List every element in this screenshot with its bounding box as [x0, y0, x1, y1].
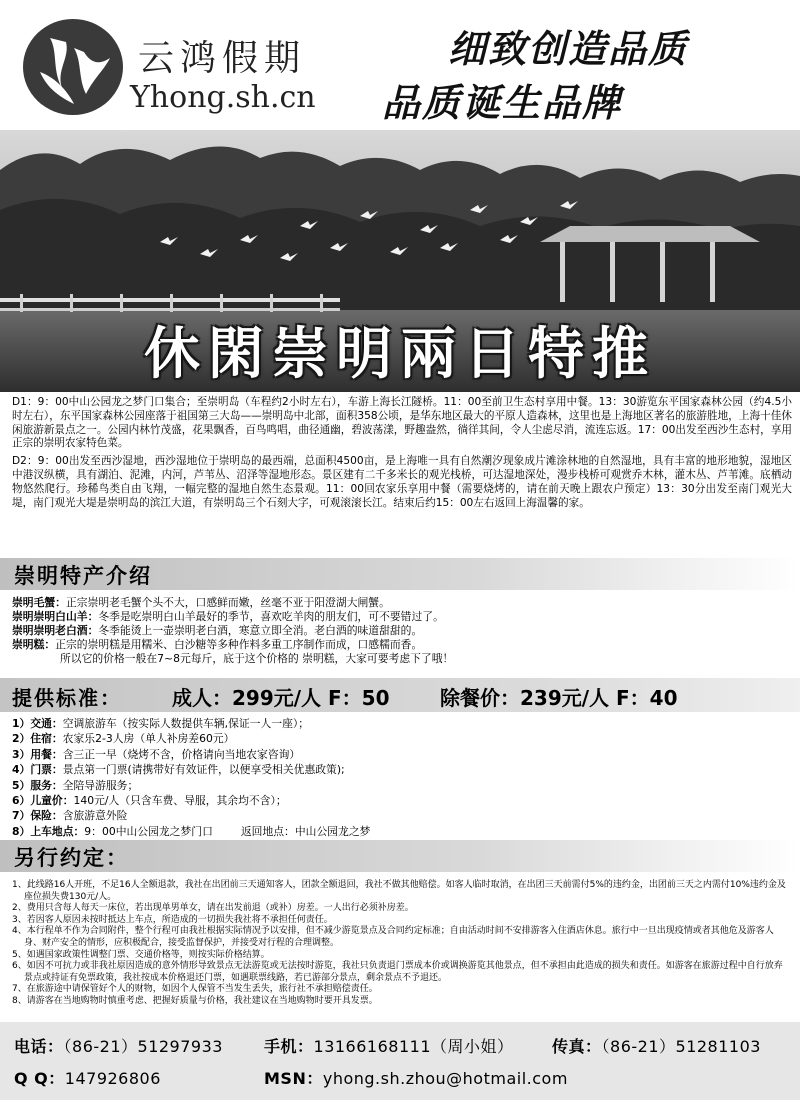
service-item: [12, 716, 792, 731]
service-item: [12, 808, 792, 823]
service-item: [12, 793, 792, 808]
qq-label: Q Q：: [14, 1069, 65, 1088]
brand-logo: [22, 18, 124, 116]
service-text: 全陪导游服务；: [62, 778, 139, 792]
mobile-line: [264, 1034, 514, 1057]
service-name: 门票：: [30, 763, 63, 777]
specialty-item: [12, 624, 792, 638]
price-bar: [0, 678, 800, 712]
phone-label: 电话：: [14, 1037, 64, 1056]
note-item: 5、如遇国家政策性调整门票、交通价格等，则按实际价格结算。: [12, 949, 270, 960]
specialty-item-name: 崇明崇明老白酒：: [12, 624, 99, 637]
phone-line: [14, 1034, 223, 1057]
service-name: 保险：: [30, 809, 63, 823]
service-item: [12, 731, 792, 746]
service-list: [12, 716, 792, 839]
banner-title: 休閑崇明兩日特推: [144, 322, 656, 387]
qq-line: [14, 1066, 161, 1089]
fax-number: （86-21）51281103: [601, 1037, 761, 1056]
service-name: 上车地点：: [30, 824, 85, 838]
brand-name-english: Yhong.sh.cn: [130, 80, 316, 115]
note-item: 6、如因不可抗力或非我社原因造成的意外情形导致景点无法游览或无法按时游览，我社只负责退门票成本价或调换游览其他景点，但不承担由此造成的损失和责任。如游客在旅游过程中自行放弃景点或持证有免票政策，我社按成本价格退还门票，如遇联票线路，若已游部分景点，剩余景点不予退还。: [12, 961, 783, 983]
service-name: 住宿：: [30, 732, 63, 746]
fax-line: [552, 1034, 761, 1057]
note-item: 1、此线路16人开班，不足16人全额退款，我社在出团前三天通知客人，团款全额退回，我社不做其他赔偿。如客人临时取消，在出团三天前需付5%的违约金，出团前三天之内需付10%违约金及座位损失费130元/人。: [12, 880, 786, 902]
page-header: [0, 0, 800, 130]
fax-label: 传真：: [552, 1037, 602, 1056]
itinerary-day-1: D1：9：00中山公园龙之梦门口集合；至崇明岛（车程约2小时左右），车游上海长江隧桥。11：00至前卫生态村享用中餐。13：30游览东平国家森林公园（约4.5小时左右），东平国家森林公园座落于祖国第三大岛——崇明岛中北部，面积358公顷，是华东地区最大的平原人造森林，这里也是上海地区著名的旅游胜地，上海十佳休闲旅游新景点之一。公园内林竹茂盛，花果飘香，百鸟鸣唱，曲径通幽，碧波荡漾，野趣盎然，徜徉其间，令人尘虑尽消，流连忘返。17：00出发至西沙生态村，享用正宗的崇明农家特色菜。: [12, 396, 792, 450]
return-location: 返回地点：中山公园龙之梦: [240, 824, 371, 838]
specialty-section-header: [0, 558, 800, 590]
service-item: [12, 778, 792, 793]
service-num: 8）: [12, 824, 31, 838]
service-num: 1）: [12, 717, 31, 730]
specialty-item: [12, 610, 792, 624]
slogan-line-1: 细致创造品质: [448, 27, 689, 71]
price-no-meal: 除餐价：239元/人 F：40: [440, 686, 678, 710]
service-num: 5）: [12, 778, 31, 792]
contact-footer: [0, 1022, 800, 1100]
service-name: 服务：: [30, 778, 63, 792]
service-num: 7）: [12, 809, 31, 823]
brand-name-chinese: 云鸿假期: [138, 38, 307, 79]
service-name: 用餐：: [30, 747, 63, 761]
price-adult: 成人：299元/人 F：50: [172, 686, 390, 710]
service-text: 农家乐2-3人房（单人补房差60元）: [62, 732, 235, 746]
service-text: 景点第一门票(请携带好有效证件，以便享受相关优惠政策);: [62, 763, 345, 777]
service-name: 儿童价：: [30, 794, 74, 808]
service-text: 含旅游意外险: [62, 809, 128, 823]
specialty-item-text: 冬季能烫上一壶崇明老白酒，寒意立即全消。老白酒的味道甜甜的。: [98, 624, 423, 637]
service-num: 6）: [12, 794, 31, 808]
service-item: [12, 762, 792, 777]
mobile-number: 13166168111（周小姐）: [313, 1037, 514, 1056]
note-item: 3、若因客人原因未按时抵达上车点，所造成的一切损失我社将不承担任何责任。: [12, 914, 333, 925]
slogan-line-2: 品质诞生品牌: [382, 81, 623, 125]
specialty-list: [12, 596, 792, 666]
service-name: 交通：: [30, 717, 63, 730]
msn-label: MSN：: [264, 1069, 323, 1088]
service-num: 3）: [12, 747, 31, 761]
banner-photo: [0, 130, 800, 392]
service-num: 4）: [12, 763, 31, 777]
specialty-item-continuation: 所以它的价格一般在7~8元每斤，底于这个价格的 崇明糕，大家可要考虑下了哦！: [60, 652, 454, 665]
specialty-item: [12, 638, 792, 652]
service-text: 含三正一早（烧烤不含，价格请向当地农家咨询）: [62, 747, 301, 761]
specialty-item-name: 崇明毛蟹：: [12, 596, 66, 609]
specialty-item-name: 崇明崇明白山羊：: [12, 610, 99, 623]
service-item: [12, 747, 792, 762]
itinerary: [12, 396, 792, 514]
service-num: 2）: [12, 732, 31, 746]
msn-line: [264, 1066, 568, 1089]
phone-number: （86-21）51297933: [63, 1037, 223, 1056]
service-text: 空调旅游车（按实际人数提供车辆,保证一人一座）；: [62, 717, 310, 730]
service-text: 140元/人（只含车费、导服，其余均不含）；: [73, 794, 287, 808]
note-item: 7、在旅游途中请保管好个人的财物，如因个人保管不当发生丢失，旅行社不承担赔偿责任。: [12, 984, 378, 995]
notes-section-header: [0, 840, 800, 872]
notes-list: [12, 880, 788, 1008]
msn-address: yhong.sh.zhou@hotmail.com: [322, 1069, 568, 1088]
note-item: 4、本行程单不作为合同附件，整个行程可由我社根据实际情况予以安排，但不减少游览景点及合同约定标准；自由活动时间不安排游客入住酒店休息。旅行中一旦出现疫情或者其他危及游客人身、财产安全的情形，应积极配合，接受监督保护，并接受对行程的合理调整。: [12, 926, 774, 948]
mobile-label: 手机：: [264, 1037, 314, 1056]
specialty-item-name: 崇明糕：: [12, 638, 56, 651]
specialty-item-text: 冬季是吃崇明白山羊最好的季节，喜欢吃羊肉的朋友们，可不要错过了。: [98, 610, 444, 623]
qq-number: 147926806: [64, 1069, 161, 1088]
note-item: 8、请游客在当地购物时慎重考虑、把握好质量与价格，我社建议在当地购物时要开具发票。: [12, 995, 378, 1006]
service-text: 9：00中山公园龙之梦门口: [84, 824, 213, 838]
service-item: [12, 824, 792, 839]
price-label: 提供标准：: [12, 686, 122, 710]
specialty-item: [12, 596, 792, 610]
notes-heading: 另行约定：: [14, 846, 129, 870]
itinerary-day-2: D2：9：00出发至西沙湿地，西沙湿地位于崇明岛的最西端，总面积4500亩，是上海唯一具有自然潮汐现象成片滩涂林地的自然湿地，具有丰富的地形地貌，湿地区中港汊纵横，具有湖泊、泥滩，内河，芦苇丛、沼泽等湿地形态。景区建有二千多米长的观光栈桥，可达湿地深处，漫步栈桥可观赏乔木林，灌木丛、芦苇滩。底栖动物悠然爬行。珍稀鸟类自由飞翔，一幅完整的湿地自然生态景观。11：00回农家乐享用中餐（需要烧烤的，请在前天晚上跟农户预定）13：30分出发至南门观光大堤，南门观光大堤是崇明岛的滨江大道，有崇明岛三个石刻大字，可观滚滚长江。结束后约15：00左右返回上海温馨的家。: [12, 455, 792, 509]
specialty-heading: 崇明特产介绍: [14, 564, 152, 588]
note-item: 2、费用只含每人每天一床位，若出现单男单女，请在出发前退（或补）房差。一人出行必须补房差。: [12, 903, 414, 914]
specialty-item-text: 正宗崇明老毛蟹个头不大，口感鲜而嫩，丝毫不亚于阳澄湖大闸蟹。: [65, 596, 390, 609]
specialty-item-text: 正宗的崇明糕是用糯米、白沙糖等多种作料多重工序制作而成，口感糯而香。: [55, 638, 423, 651]
logo-swan-icon: [22, 18, 124, 116]
